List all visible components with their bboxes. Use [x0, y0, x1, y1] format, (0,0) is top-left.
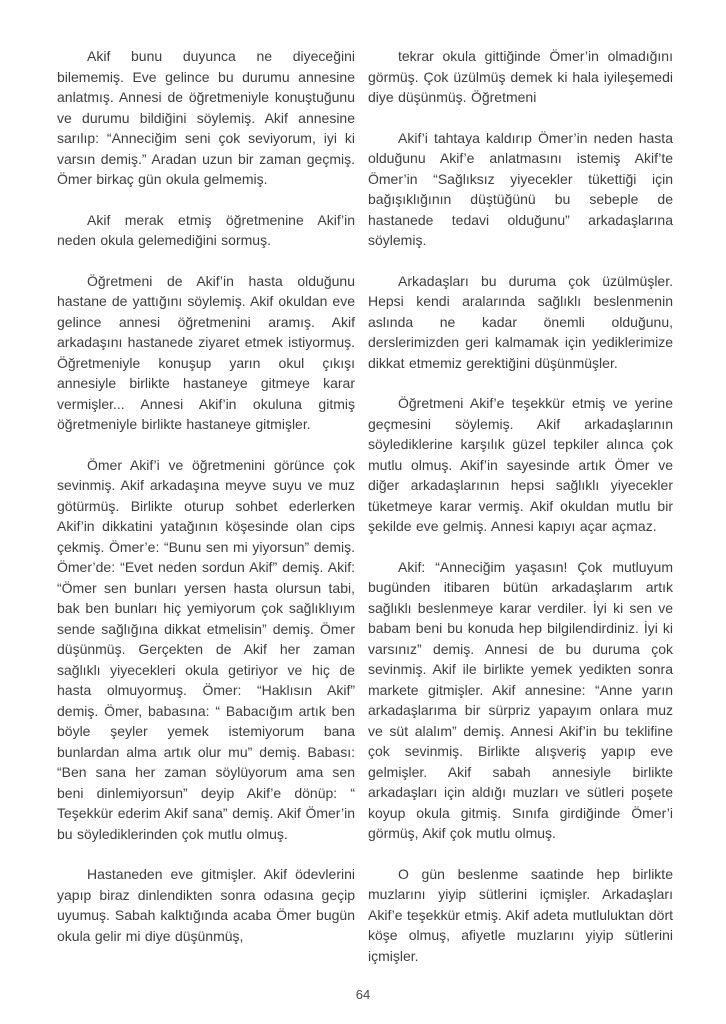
- paragraph: Hastaneden eve gitmişler. Akif ödevlerini yapıp biraz dinlendikten sonra odasına geçip uyumuş. Sabah kalktığında acaba Ömer bugün okula gelir mi diye düşünmüş,: [57, 866, 355, 944]
- paragraph: Akif bunu duyunca ne diyeceğini bilememiş. Eve gelince bu durumu annesine anlatmış. Annesi de öğretmeniyle konuştuğunu ve durumu bildiğini söylemiş. Akif annesine sarılıp: “Anneciğim seni çok seviyorum, iyi ki varsın demiş.” Aradan uzun bir zaman geçmiş. Ömer birkaç gün okula gelmemiş.: [57, 48, 355, 187]
- paragraph: O gün beslenme saatinde hep birlikte muzlarını yiyip sütlerini içmişler. Arkadaşları Akif’e teşekkür etmiş. Akif adeta mutluluktan dört köşe olmuş, afiyetle muzlarını yiyip sütlerini içmişler.: [368, 865, 673, 964]
- paragraph: Arkadaşları bu duruma çok üzülmüşler. Hepsi kendi aralarında sağlıklı beslenmenin aslında ne kadar önemli olduğunu, derslerimizden geri kalmamak için yediklerimize dikkat etmemiz gerektiğini düşünmüşler.: [368, 272, 673, 371]
- paragraph: Öğretmeni Akif’e teşekkür etmiş ve yerine geçmesini söylemiş. Akif arkadaşlarının söylediklerine karşılık güzel tepkiler alınca çok mutlu olmuş. Akif’in sayesinde artık Ömer ve diğer arkadaşlarının hepsi sağlıklı yiyecekler tüketmeye karar vermiş. Akif okuldan mutlu bir şekilde eve gelmiş. Annesi kapıyı açar açmaz.: [368, 395, 673, 534]
- paragraph: tekrar okula gittiğinde Ömer’in olmadığını görmüş. Çok üzülmüş demek ki hala iyileşemedi diye düşünmüş. Öğretmeni: [368, 48, 673, 105]
- page-number: 64: [355, 987, 371, 1002]
- paragraph: Öğretmeni de Akif’in hasta olduğunu hastane de yattığını söylemiş. Akif okuldan eve gelince annesi öğretmenini aramış. Akif arkadaşını hastanede ziyaret etmek istiyormuş. Öğretmeniyle konuşup yarın okul çıkışı annesiyle birlikte hastaneye gitmeye karar vermişler... Annesi Akif’in okuluna gitmiş öğretmeniyle birlikte hastaneye gitmişler.: [57, 272, 355, 432]
- paragraph: Akif: “Anneciğim yaşasın! Çok mutluyum bugünden itibaren bütün arkadaşlarım artık sağlıklı beslenmeye karar verdiler. İyi ki sen ve babam beni bu konuda hep bilgilendirdiniz. İyi ki varsınız” demiş. Annesi de bu duruma çok sevinmiş. Akif ile birlikte yemek yedikten sonra markete gitmişler. Akif annesine: “Anne yarın arkadaşlarıma bir sürpriz yapayım onlara muz ve süt alalım” demiş. Annesi Akif’in bu teklifine çok sevinmiş. Birlikte alışveriş yapıp eve gelmişler. Akif sabah annesiyle birlikte arkadaşları için aldığı muzları ve sütleri poşete koyup okula gitmiş. Sınıfa girdiğinde Ömer’i görmüş, Akif çok mutlu olmuş.: [368, 558, 673, 841]
- paragraph: Ömer Akif’i ve öğretmenini görünce çok sevinmiş. Akif arkadaşına meyve suyu ve muz götürmüş. Birlikte oturup sohbet ederlerken Akif’in dikkatini yatağının köşesinde olan cips çekmiş. Ömer’e: “Bunu sen mi yiyorsun” demiş. Ömer’de: “Evet neden sordun Akif” demiş. Akif: “Ömer sen bunları yersen hasta olursun tabi, bak ben bunları hiç yemiyorum çok sağlıklıyım sende sağlığına dikkat etmelisin” demiş. Ömer düşünmüş. Gerçekten de Akif her zaman sağlıklı yiyecekleri okula getiriyor ve hiç de hasta olmuyormuş. Ömer: “Haklısın Akif” demiş. Ömer, babasına: “ Babacığım artık ben böyle şeyler yemek istemiyorum bana bunlardan alma artık olur mu” demiş. Babası: “Ben sana her zaman söylüyorum ama sen beni dinlemiyorsun” deyip Akif’e dönüp: “ Teşekkür ederim Akif sana” demiş. Akif Ömer’in bu söylediklerinden çok mutlu olmuş.: [57, 456, 355, 842]
- paragraph: Akif’i tahtaya kaldırıp Ömer’in neden hasta olduğunu Akif’e anlatmasını istemiş Akif’te Ömer’in “Sağlıksız yiyecekler tükettiği için bağışıklığının düştüğünü bu sebeple de hastanede tedavi olduğunu” arkadaşlarına söylemiş.: [368, 129, 673, 248]
- text-column-right: [368, 46, 673, 966]
- text-column-left: [57, 46, 355, 966]
- paragraph: Akif merak etmiş öğretmenine Akif’in neden okula gelemediğini sormuş.: [57, 211, 355, 248]
- text-columns: [57, 46, 673, 966]
